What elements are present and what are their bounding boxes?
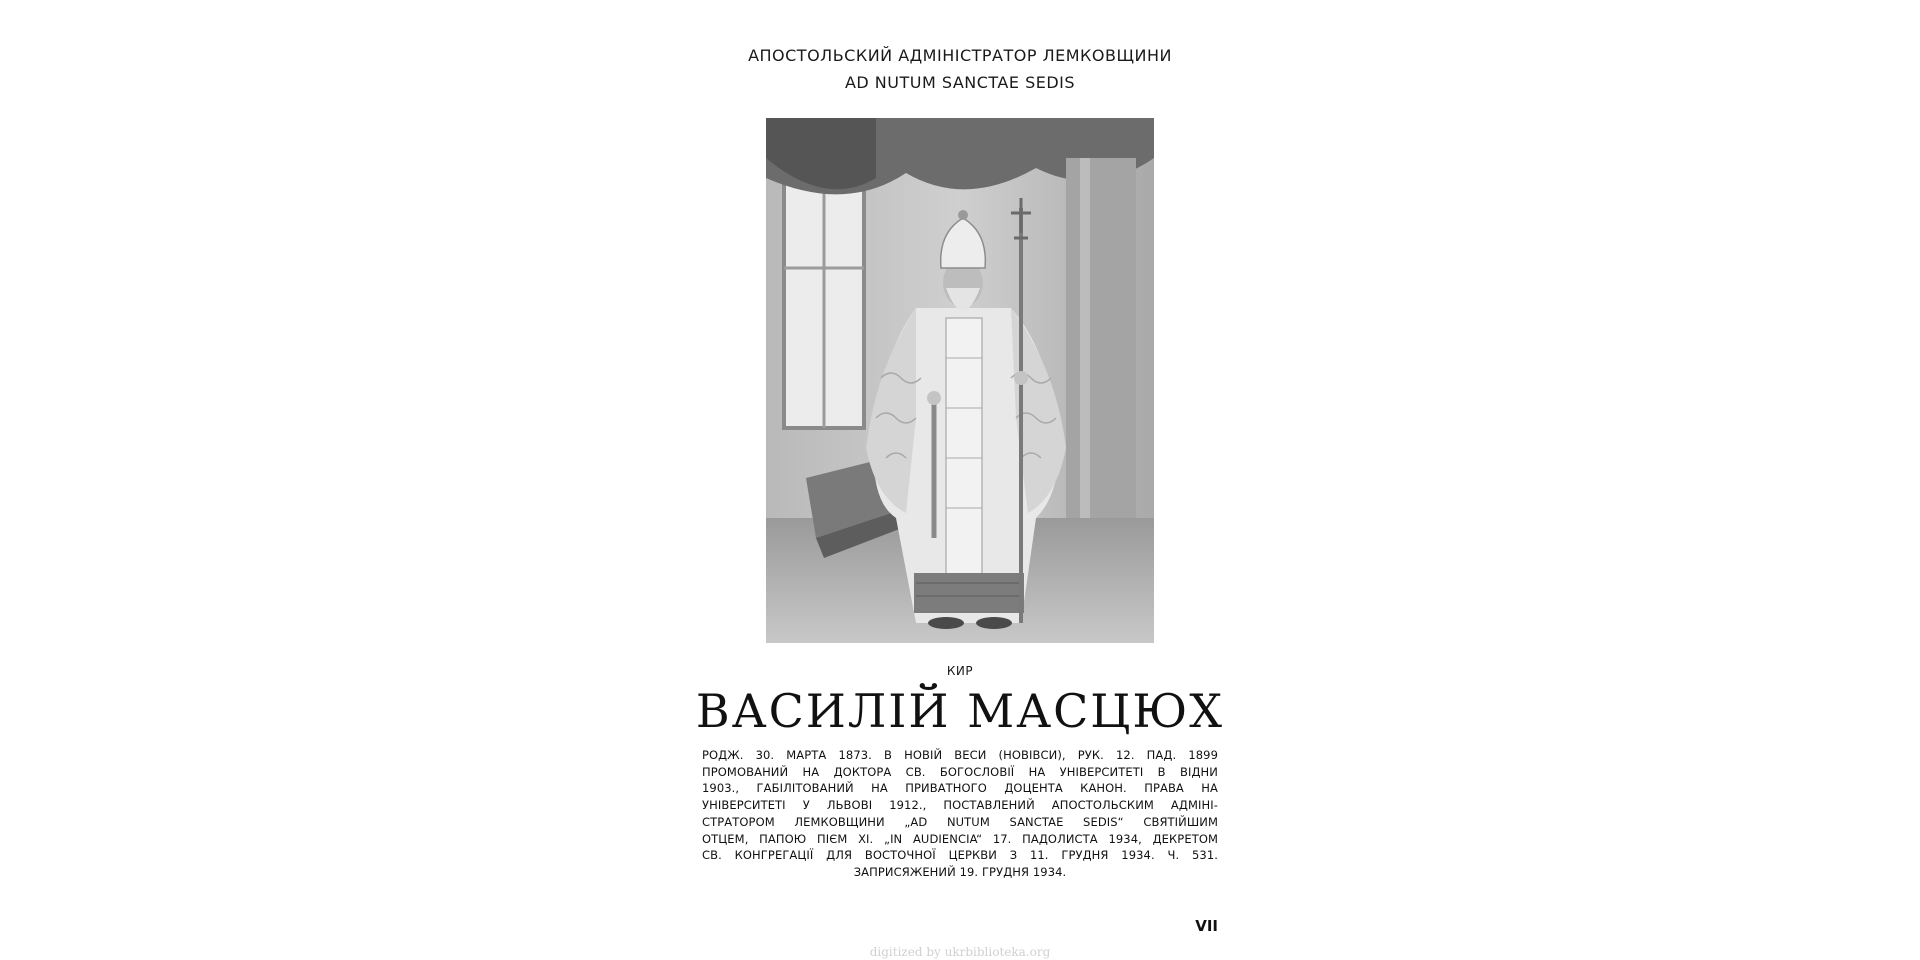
biography-paragraph — [702, 747, 1218, 881]
header-title: АПОСТОЛЬСКИЙ АДМІНІСТРАТОР ЛЕМКОВЩИНИ — [748, 46, 1172, 65]
bio-line: РОДЖ. 30. МАРТА 1873. В НОВІЙ ВЕСИ (НОВІВСИ), РУК. 12. ПАД. 1899 — [702, 748, 1218, 762]
bio-line: 1903., ГАБІЛІТОВАНИЙ НА ПРИВАТНОГО ДОЦЕНТА КАНОН. ПРАВА НА — [702, 781, 1218, 796]
bio-line: ЗАПРИСЯЖЕНИЙ 19. ГРУДНЯ 1934. — [853, 864, 1067, 879]
header-subtitle: AD NUTUM SANCTAE SEDIS — [844, 73, 1076, 92]
bio-line: УНІВЕРСИТЕТІ У ЛЬВОВІ 1912., ПОСТАВЛЕНИЙ АПОСТОЛЬСКИМ АДМІНІ- — [702, 798, 1218, 813]
bio-line: СВ. КОНГРЕГАЦІЇ ДЛЯ ВОСТОЧНОЇ ЦЕРКВИ З 11. ГРУДНЯ 1934. Ч. 531. — [702, 848, 1218, 863]
bio-line: ПРОМОВАНИЙ НА ДОКТОРА СВ. БОГОСЛОВІЇ НА УНІВЕРСИТЕТІ В ВІДНИ — [702, 764, 1218, 779]
title-prefix: КИР — [946, 664, 974, 678]
bio-line: СТРАТОРОМ ЛЕМКОВЩИНИ „AD NUTUM SANCTAE SEDIS“ СВЯТІЙШИМ — [702, 814, 1218, 829]
page-number: VII — [1195, 917, 1218, 935]
person-name: ВАСИЛІЙ МАСЦЮХ — [695, 684, 1225, 738]
bio-line: ОТЦЕМ, ПАПОЮ ПІЄМ XI. „IN AUDIENCIA“ 17. ПАДОЛИСТА 1934, ДЕКРЕТОМ — [702, 831, 1218, 846]
portrait-photo — [766, 118, 1154, 643]
watermark: digitized by ukrbiblioteka.org — [869, 945, 1051, 959]
